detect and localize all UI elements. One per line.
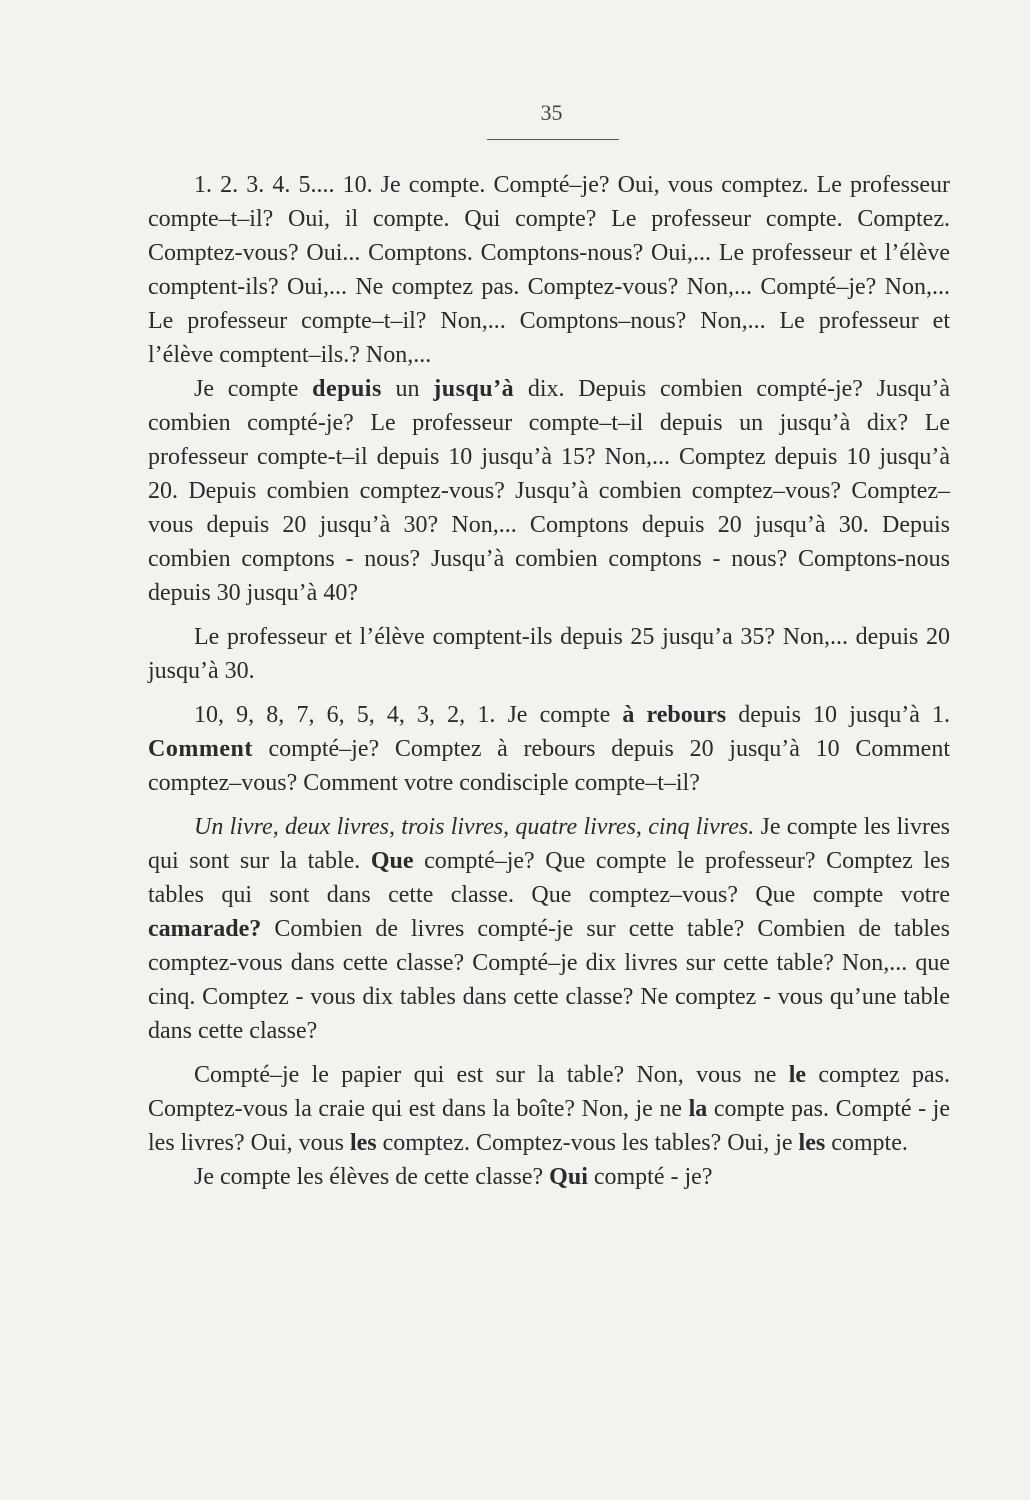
text-run: Je compte les livres qui sont sur la table. bbox=[148, 814, 950, 874]
text-run: comptez. Comptez-vous les tables? Oui, je bbox=[376, 1130, 799, 1156]
paragraph-pronouns bbox=[148, 1058, 950, 1160]
bold-term-depuis: depuis bbox=[312, 376, 382, 402]
paragraph-qui bbox=[148, 1160, 950, 1194]
bold-term-jusqua: jusqu’à bbox=[433, 376, 515, 402]
text-run: compté–je? Comptez à rebours depuis 20 jusqu’à 10 Comment comptez–vous? Comment votre condisciple compte–t–il? bbox=[148, 736, 950, 796]
text-run: Combien de livres compté-je sur cette table? Combien de tables comptez-vous dans cette classe? Compté–je dix livres sur cette table? Non,... que cinq. Comptez - vous dix tables dans cette classe? Ne comptez - vous qu’une table dans cette classe? bbox=[148, 916, 950, 1044]
text-run: depuis 10 jusqu’à 1. bbox=[726, 702, 951, 728]
italic-example: Un livre, deux livres, trois livres, quatre livres, cinq livres. bbox=[194, 814, 755, 840]
bold-term-qui: Qui bbox=[549, 1164, 588, 1190]
paragraph-livres bbox=[148, 810, 950, 1048]
bold-term-comment: Comment bbox=[148, 736, 253, 762]
text-run: compté–je? Que compte le professeur? Comptez les tables qui sont dans cette classe. Que comptez–vous? Que compte votre bbox=[148, 848, 951, 908]
bold-term-la: la bbox=[688, 1096, 708, 1122]
bold-term-camarade: camarade? bbox=[148, 916, 262, 942]
text-run: un bbox=[381, 376, 434, 402]
paragraph-depuis-jusqua bbox=[148, 372, 950, 610]
text-run: compté - je? bbox=[587, 1164, 713, 1190]
text-run: Je compte bbox=[194, 376, 313, 402]
paragraph-a-rebours bbox=[148, 698, 950, 800]
text-run: dix. Depuis combien compté-je? Jusqu’à combien compté-je? Le professeur compte–t–il depuis un jusqu’à dix? Le professeur compte-t–il depuis 10 jusqu’à 15? Non,... Comptez depuis 10 jusqu’à 20. Depuis combien comptez-vous? Jusqu’à combien comptez–vous? Comptez–vous depuis 20 jusqu’à 30? Non,... Comptons depuis 20 jusqu’à 30. Depuis combien comptons - nous? Jusqu’à combien comptons - nous? Comptons-nous depuis 30 jusqu’à 40? bbox=[148, 376, 951, 606]
text-run: compte pas. Compté - je les livres? Oui, vous bbox=[148, 1096, 950, 1156]
body-text bbox=[148, 168, 950, 1194]
bold-term-les: les bbox=[798, 1130, 826, 1156]
text-run: Le professeur et l’élève comptent-ils depuis 25 jusqu’a 35? Non,... depuis 20 jusqu’à 30. bbox=[148, 624, 950, 684]
bold-term-a-rebours: à rebours bbox=[622, 702, 727, 728]
paragraph-counting bbox=[148, 168, 950, 372]
page-number-rule bbox=[487, 139, 619, 140]
text-run: compte. bbox=[825, 1130, 908, 1156]
text-run: 10, 9, 8, 7, 6, 5, 4, 3, 2, 1. Je compte bbox=[194, 702, 623, 728]
text-run: Je compte les élèves de cette classe? bbox=[194, 1164, 550, 1190]
bold-term-que: Que bbox=[370, 848, 414, 874]
text-run: 1. 2. 3. 4. 5.... 10. Je compte. Compté–je? Oui, vous comptez. Le professeur compte–t–il? Oui, il compte. Qui compte? Le professeur compte. Comptez. Comptez-vous? Oui... Comptons. Comptons-nous? Oui,... Le professeur et l’élève comptent-ils? Oui,... Ne comptez pas. Comptez-vous? Non,... Compté–je? Non,... Le professeur compte–t–il? Non,... Comptons–nous? Non,... Le professeur et l’élève comptent–ils.? Non,... bbox=[148, 172, 950, 368]
bold-term-le: le bbox=[788, 1062, 807, 1088]
text-run: comptez pas. Comptez-vous la craie qui est dans la boîte? Non, je ne bbox=[148, 1062, 950, 1122]
bold-term-les: les bbox=[349, 1130, 377, 1156]
page-number: 35 bbox=[540, 100, 563, 125]
text-run: Compté–je le papier qui est sur la table? Non, vous ne bbox=[194, 1062, 789, 1088]
paragraph-professeur-eleve bbox=[148, 620, 950, 688]
